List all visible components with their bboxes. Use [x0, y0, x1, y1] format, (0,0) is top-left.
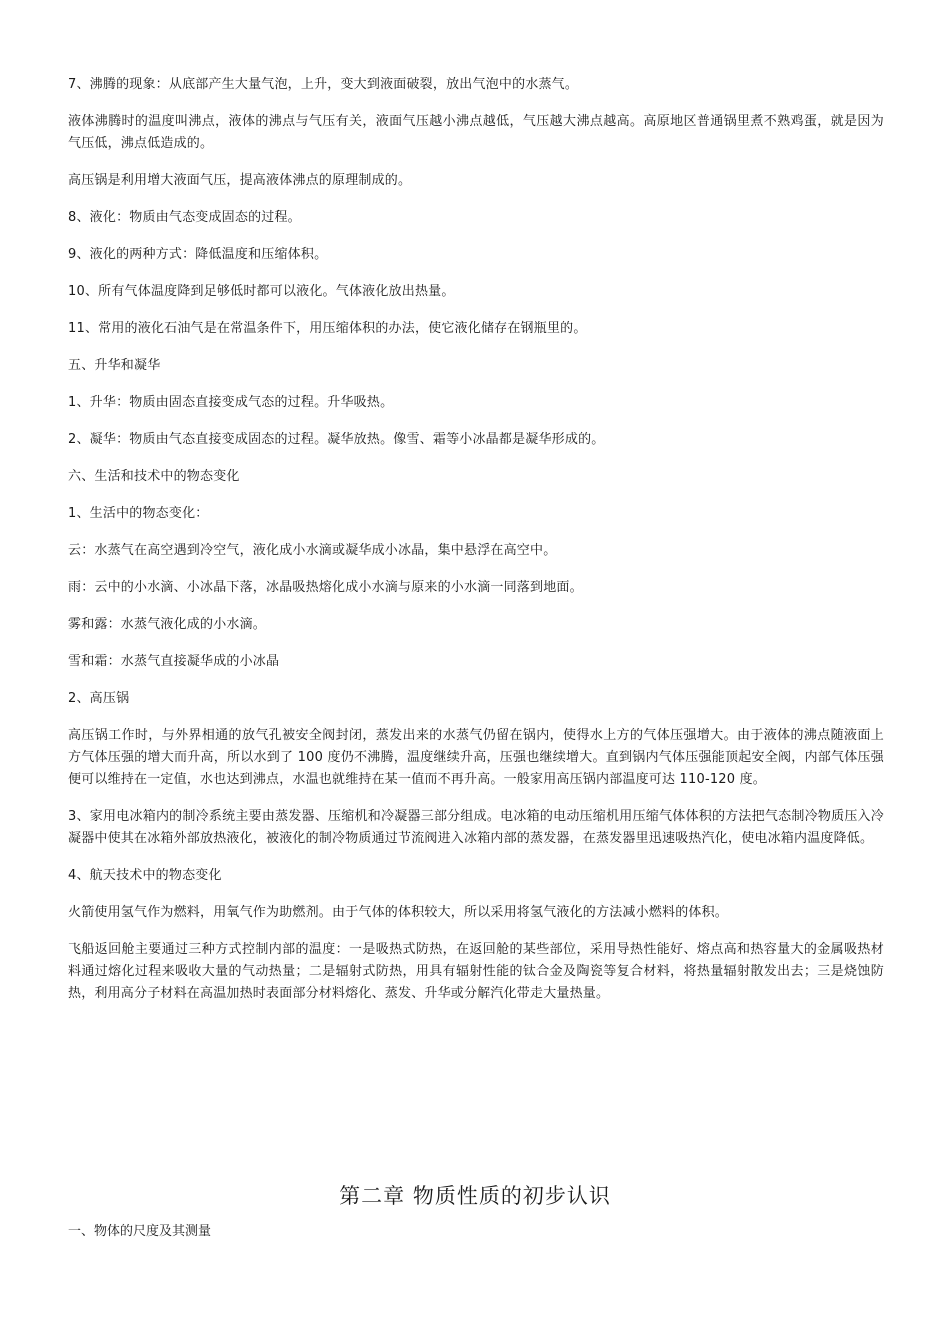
paragraph-liquefaction-methods: 9、液化的两种方式：降低温度和压缩体积。	[68, 247, 328, 262]
paragraph-liquefaction-definition: 8、液化：物质由气态变成固态的过程。	[68, 210, 301, 225]
paragraph-rocket-fuel: 火箭使用氢气作为燃料，用氧气作为助燃剂。由于气体的体积较大，所以采用将氢气液化的方法减小燃料的体积。	[68, 905, 729, 920]
chapter-title: 第二章 物质性质的初步认识	[339, 1184, 611, 1208]
paragraph-pressure-cooker-detail: 高压锅工作时，与外界相通的放气孔被安全阀封闭，蒸发出来的水蒸气仍留在锅内，使得水上方的气体压强增大。由于液体的沸点随液面上方气体压强的增大而升高，所以水到了 100 度仍不沸腾，温度继续升高，压强也继续增大。直到锅内气体压强能顶起安全阀，内部气体压强便可以维持在一定值，水也达到沸点，水温也就维持在某一值而不再升高。一般家用高压锅内部温度可达 110-120 度。	[68, 728, 884, 787]
paragraph-deposition: 2、凝华：物质由气态直接变成固态的过程。凝华放热。像雪、霜等小冰晶都是凝华形成的。	[68, 432, 605, 447]
paragraph-cloud: 云：水蒸气在高空遇到冷空气，液化成小水滴或凝华成小冰晶，集中悬浮在高空中。	[68, 543, 557, 558]
section-heading-life-and-tech: 六、生活和技术中的物态变化	[68, 469, 240, 484]
paragraph-pressure-cooker-heading: 2、高压锅	[68, 691, 130, 706]
section-heading-sublimation: 五、升华和凝华	[68, 358, 161, 373]
paragraph-boiling-point: 液体沸腾时的温度叫沸点，液体的沸点与气压有关，液面气压越小沸点越低，气压越大沸点越高。高原地区普通锅里煮不熟鸡蛋，就是因为气压低，沸点低造成的。	[68, 114, 884, 151]
paragraph-aerospace-heading: 4、航天技术中的物态变化	[68, 868, 222, 883]
section-heading-measurement: 一、物体的尺度及其测量	[68, 1224, 212, 1239]
paragraph-life-changes-heading: 1、生活中的物态变化：	[68, 506, 209, 521]
paragraph-rain: 雨：云中的小水滴、小冰晶下落，冰晶吸热熔化成小水滴与原来的小水滴一同落到地面。	[68, 580, 583, 595]
paragraph-sublimation: 1、升华：物质由固态直接变成气态的过程。升华吸热。	[68, 395, 394, 410]
paragraph-pressure-cooker-principle: 高压锅是利用增大液面气压，提高液体沸点的原理制成的。	[68, 173, 412, 188]
paragraph-refrigerator: 3、家用电冰箱内的制冷系统主要由蒸发器、压缩机和冷凝器三部分组成。电冰箱的电动压缩机用压缩气体体积的方法把气态制冷物质压入冷凝器中使其在冰箱外部放热液化，被液化的制冷物质通过节流阀进入冰箱内部的蒸发器，在蒸发器里迅速吸热汽化，使电冰箱内温度降低。	[68, 809, 884, 846]
paragraph-snow-frost: 雪和霜：水蒸气直接凝华成的小冰晶	[68, 654, 280, 669]
paragraph-gas-liquefaction: 10、所有气体温度降到足够低时都可以液化。气体液化放出热量。	[68, 284, 455, 299]
paragraph-fog-dew: 雾和露：水蒸气液化成的小水滴。	[68, 617, 267, 632]
paragraph-boiling-phenomenon: 7、沸腾的现象：从底部产生大量气泡，上升，变大到液面破裂，放出气泡中的水蒸气。	[68, 77, 579, 92]
document-body	[68, 74, 884, 1020]
paragraph-lpg: 11、常用的液化石油气是在常温条件下，用压缩体积的办法，使它液化储存在钢瓶里的。	[68, 321, 587, 336]
paragraph-capsule-thermal: 飞船返回舱主要通过三种方式控制内部的温度：一是吸热式防热，在返回舱的某些部位，采用导热性能好、熔点高和热容量大的金属吸热材料通过熔化过程来吸收大量的气动热量；二是辐射式防热，用具有辐射性能的钛合金及陶瓷等复合材料，将热量辐射散发出去；三是烧蚀防热，利用高分子材料在高温加热时表面部分材料熔化、蒸发、升华或分解汽化带走大量热量。	[68, 942, 884, 1001]
